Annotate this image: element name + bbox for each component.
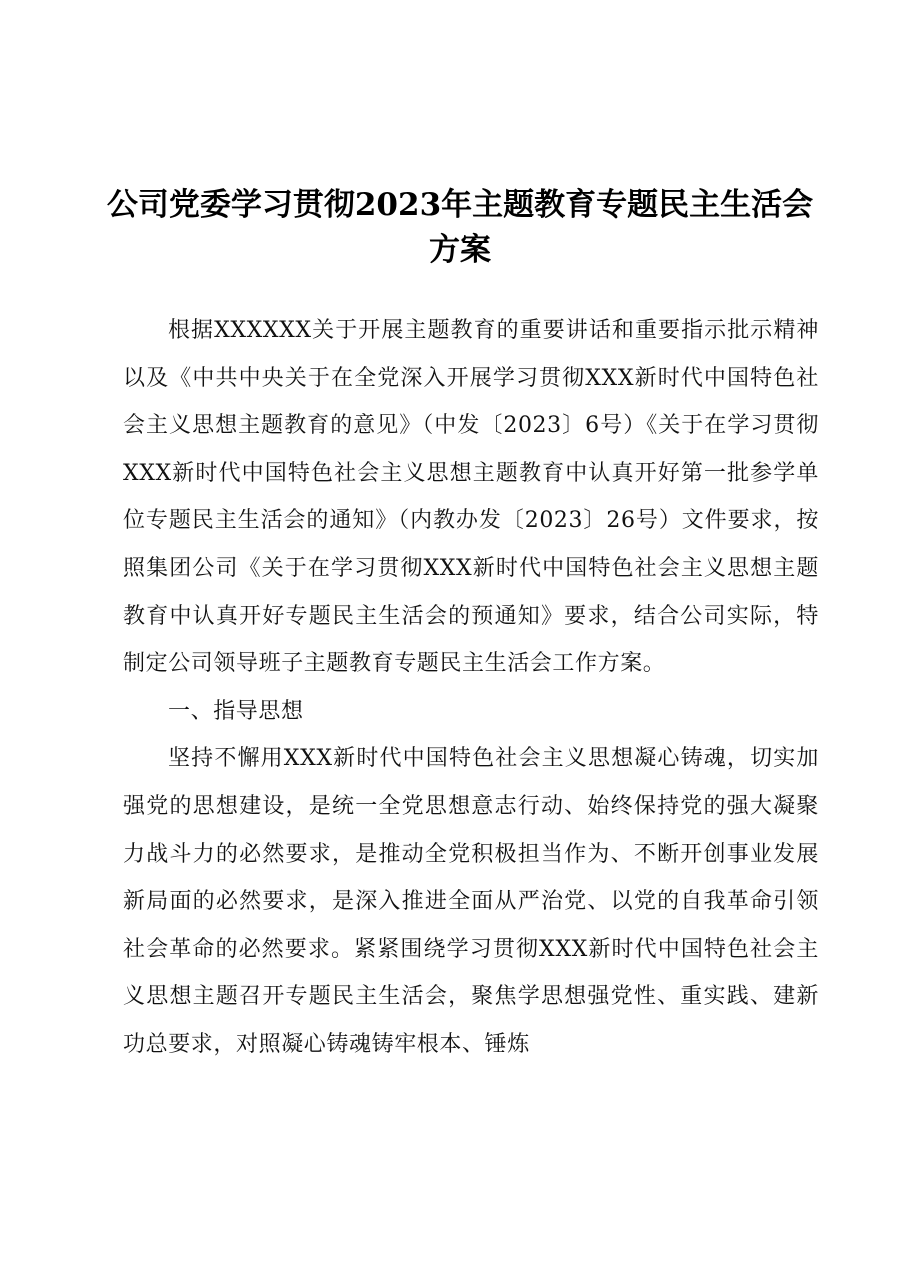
- section-heading-guiding-ideology: 一、指导思想: [168, 698, 304, 724]
- paragraph-intro: 根据XXXXXX关于开展主题教育的重要讲话和重要指示批示精神以及《中共中央关于在全党深入开展学习贯彻XXX新时代中国特色社会主义思想主题教育的意见》（中发〔2023〕6号）《关于在学习贯彻XXX新时代中国特色社会主义思想主题教育中认真开好第一批参学单位专题民主生活会的通知》（内教办发〔2023〕26号）文件要求，按照集团公司《关于在学习贯彻XXX新时代中国特色社会主义思想主题教育中认真开好专题民主生活会的预通知》要求，结合公司实际，特制定公司领导班子主题教育专题民主生活会工作方案。: [123, 318, 819, 677]
- document-body: [123, 307, 819, 1069]
- document-title: 公司党委学习贯彻2023年主题教育专题民主生活会方案: [106, 187, 814, 268]
- paragraph-guiding-ideology: 坚持不懈用XXX新时代中国特色社会主义思想凝心铸魂，切实加强党的思想建设，是统一全党思想意志行动、始终保持党的强大凝聚力战斗力的必然要求，是推动全党积极担当作为、不断开创事业发展新局面的必然要求，是深入推进全面从严治党、以党的自我革命引领社会革命的必然要求。紧紧围绕学习贯彻XXX新时代中国特色社会主义思想主题召开专题民主生活会，聚焦学思想强党性、重实践、建新功总要求，对照凝心铸魂铸牢根本、锤炼: [123, 746, 819, 1057]
